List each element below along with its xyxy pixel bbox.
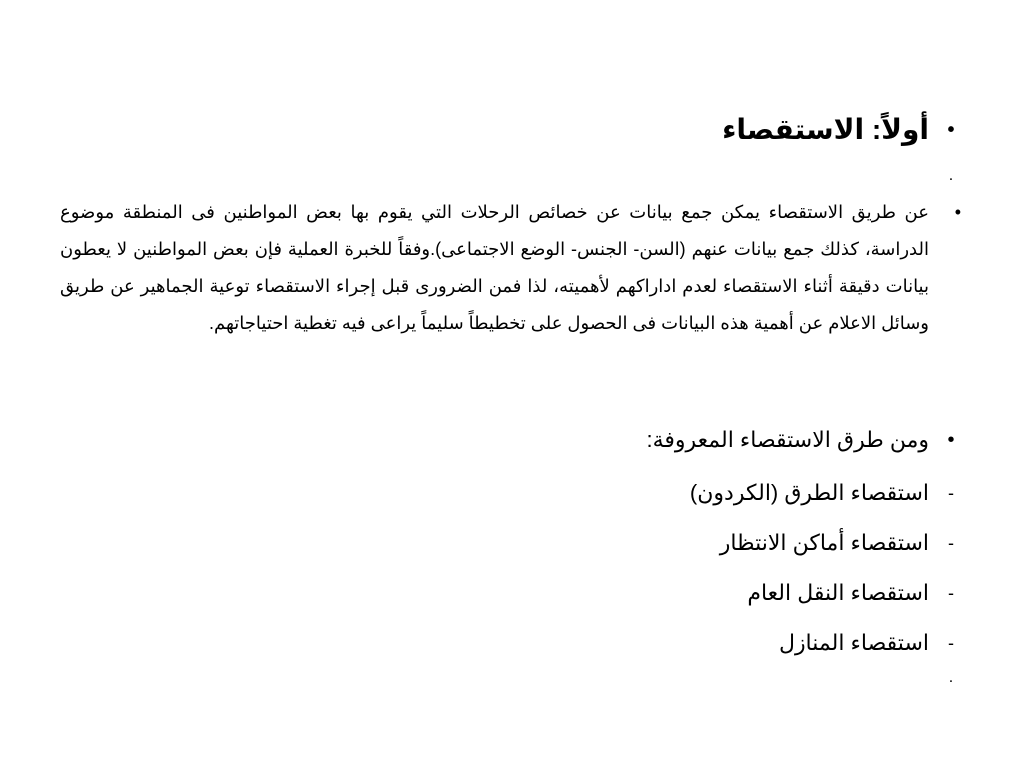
method-item-text: استقصاء النقل العام [747,580,929,605]
method-item-text: استقصاء أماكن الانتظار [719,530,929,555]
slide-title [60,110,955,150]
dot-marker: . [948,669,954,686]
method-item-text: استقصاء المنازل [778,630,929,655]
bullet-marker: • [947,429,955,451]
method-item-text: استقصاء الطرق (الكردون) [689,480,929,505]
paragraph-text: عن طريق الاستقصاء يمكن جمع بيانات عن خصائص الرحلات التي يقوم بها بعض المواطنين فى المنطقة موضوع الدراسة، كذلك جمع بيانات عنهم (السن- الجنس- الوضع الاجتماعى).وفقاً للخبرة العملية فإن بعض المواطنين لا يعطون بيانات دقيقة أثناء الاستقصاء لعدم اداراكهم لأهميته، لذا فمن الضرورى قبل إجراء الاستقصاء توعية الجماهير عن طريق وسائل الاعلام عن أهمية هذه البيانات فى الحصول على تخطيطاً سليماً يراعى فيه تغطية احتياجاتهم. [60,202,929,333]
dash-marker: - [948,583,954,603]
method-item [60,525,954,561]
bullet-marker: • [954,202,961,222]
dash-marker: - [948,633,954,653]
method-item [60,475,954,511]
dot-marker: . [948,167,954,184]
bullet-marker: • [947,119,955,141]
methods-intro-text: ومن طرق الاستقصاء المعروفة: [646,427,929,452]
method-item [60,625,954,661]
title-text: أولاً: الاستقصاء [722,114,929,145]
method-item [60,575,954,611]
paragraph-bullet [60,194,961,342]
dash-marker: - [948,483,954,503]
dash-marker: - [948,533,954,553]
methods-intro [60,422,955,458]
